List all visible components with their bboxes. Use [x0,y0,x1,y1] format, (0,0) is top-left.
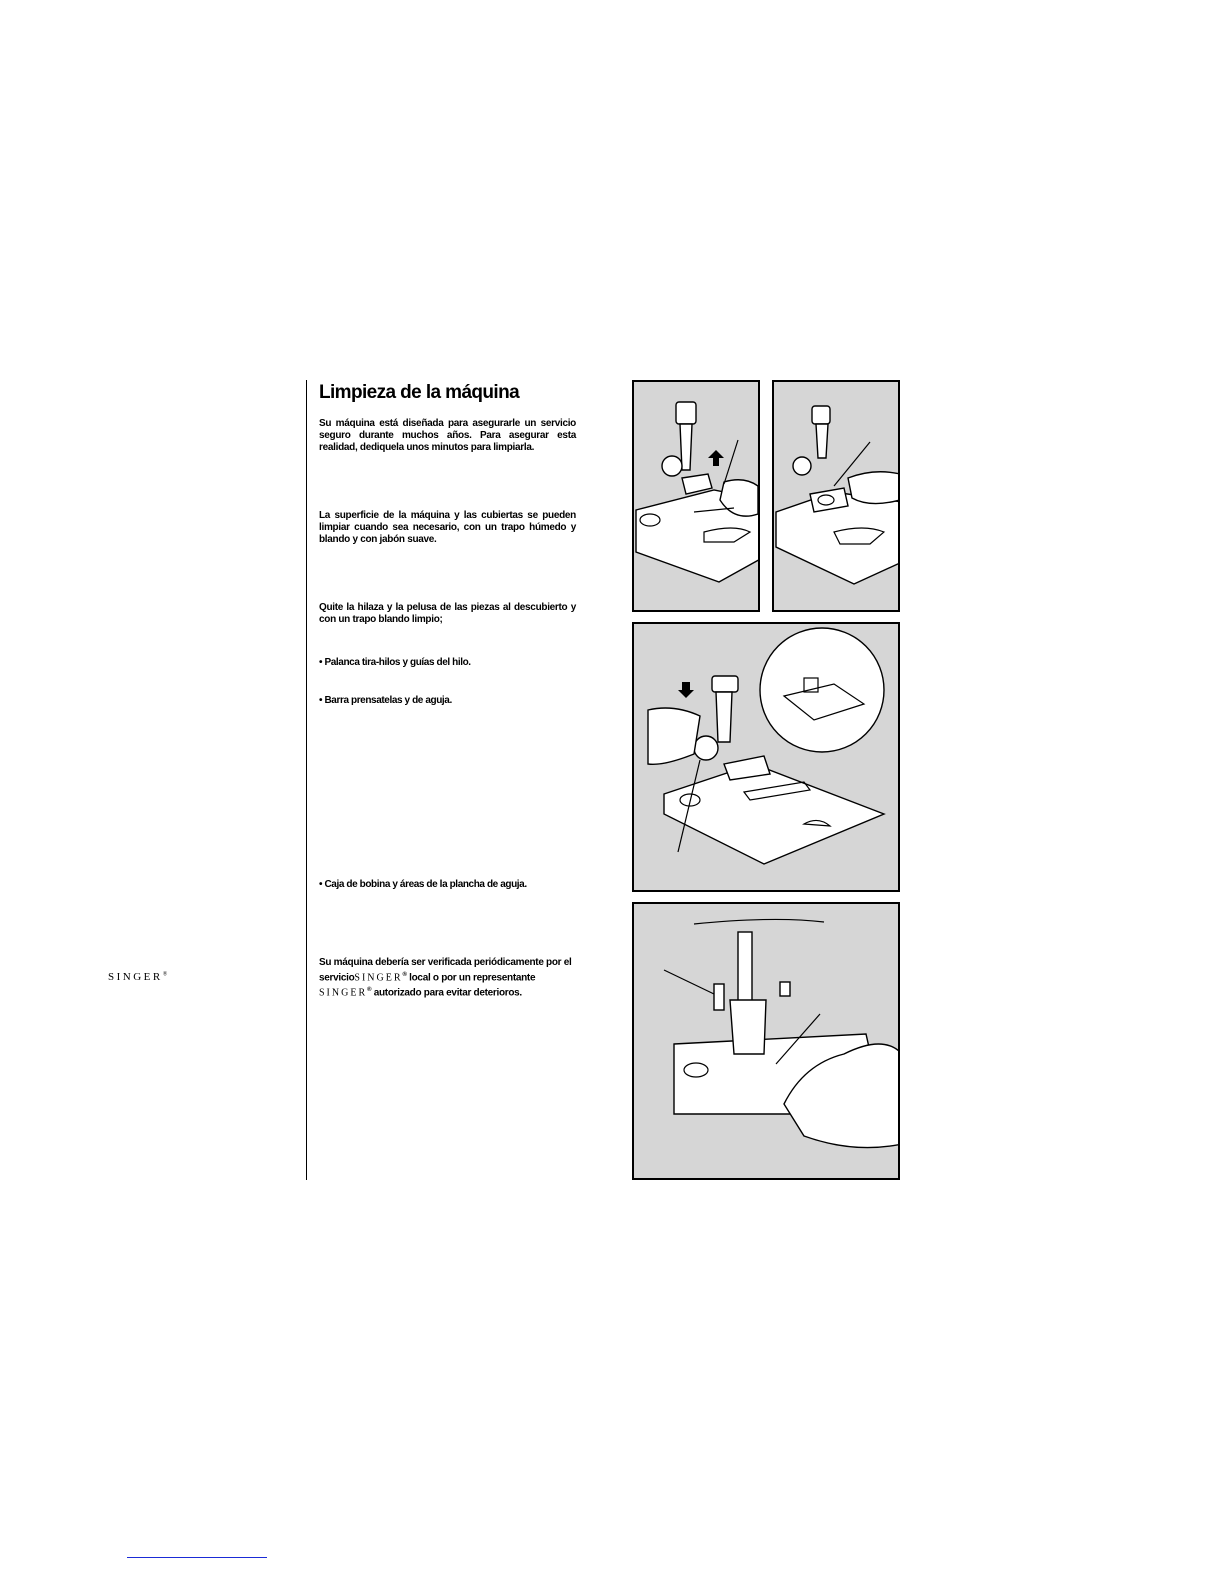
illustration-drawing [634,624,900,892]
surfaces-paragraph: La superficie de la máquina y las cubiertas se pueden limpiar cuando sea necesario, con un trapo húmedo y blando y con jabón suave. [319,510,576,545]
column-divider [306,380,307,1180]
footer-link-rule[interactable] [127,1557,267,1558]
page-title: Limpieza de la máquina [319,382,520,403]
illustration-drawing [634,904,900,1180]
illustration-drawing [634,382,760,612]
presser-foot-lowering-illustration [632,622,900,892]
bullet-presser-bar: • Barra prensatelas y de aguja. [319,695,452,706]
presser-foot-snap-on-illustration [772,380,900,612]
service-paragraph: Su máquina debería ser verificada periódicamente por el servicioSINGER® local o por un representante SINGER® autorizado para evitar deterioros. [319,957,572,999]
intro-paragraph: Su máquina está diseñada para asegurarle un servicio seguro durante muchos años. Para asegurar esta realidad, dediquela unos minutos para limpiarla. [319,418,576,453]
illustration-drawing [774,382,900,612]
presser-foot-release-illustration [632,380,760,612]
bullet-bobbin-case: • Caja de bobina y áreas de la plancha de aguja. [319,879,527,890]
lint-paragraph: Quite la hilaza y la pelusa de las piezas al descubierto y con un trapo blando limpio; [319,602,576,625]
brand-logo: SINGER® [108,971,168,983]
bullet-take-up-lever: • Palanca tira-hilos y guías del hilo. [319,657,471,668]
presser-foot-screw-illustration [632,902,900,1180]
